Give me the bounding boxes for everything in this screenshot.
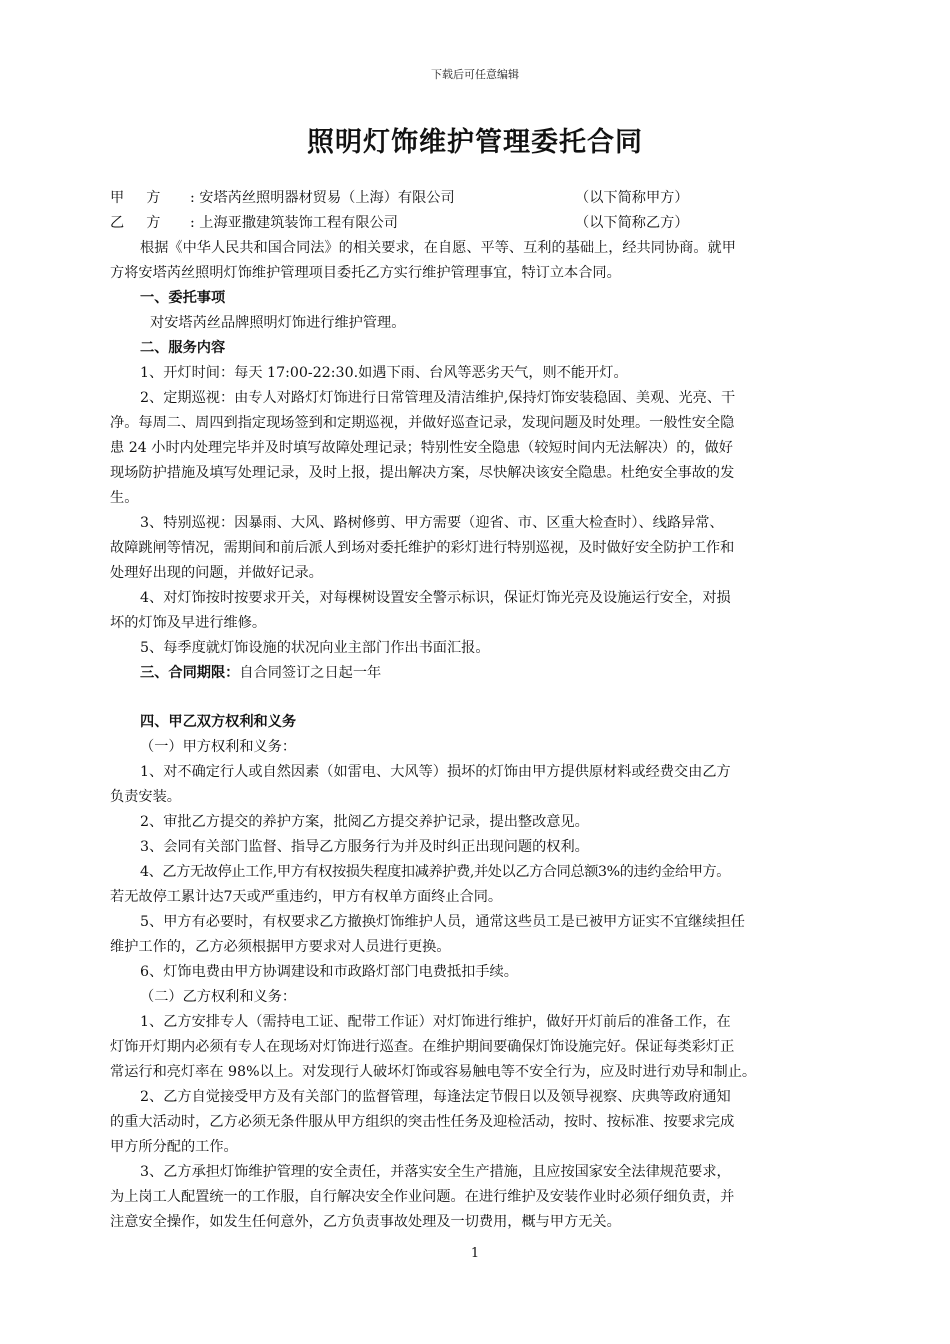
paragraph-line: 3、会同有关部门监督、指导乙方服务行为并及时纠正出现问题的权利。 (140, 839, 589, 855)
party-a-row (110, 186, 852, 211)
paragraph-line: 坏的灯饰及早进行维修。 (110, 615, 267, 631)
paragraph-line: 故障跳闸等情况，需期间和前后派人到场对委托维护的彩灯进行特别巡视，及时做好安全防护工作和 (110, 540, 735, 556)
intro-line: 根据《中华人民共和国合同法》的相关要求，在自愿、平等、互利的基础上，经共同协商。就甲 (140, 240, 736, 256)
party-a-short: （以下简称甲方） (575, 190, 689, 206)
party-b-short: （以下简称乙方） (575, 215, 689, 231)
party-b-row (110, 211, 852, 236)
paragraph-line: 负责安装。 (110, 789, 181, 805)
header-note: 下载后可任意编辑 (431, 68, 519, 81)
section-heading: 三、合同期限： (140, 665, 240, 681)
paragraph-line: 3、乙方承担灯饰维护管理的安全责任，并落实安全生产措施，且应按国家安全法律规范要求， (140, 1164, 731, 1180)
paragraph-line: 3、特别巡视：因暴雨、大风、路树修剪、甲方需要（迎省、市、区重大检查时）、线路异常、 (140, 515, 724, 531)
paragraph-line: 6、灯饰电费由甲方协调建设和市政路灯部门电费抵扣手续。 (140, 964, 518, 980)
subsection-heading: （一）甲方权利和义务： (140, 739, 297, 755)
paragraph-line: 2、审批乙方提交的养护方案，批阅乙方提交养护记录，提出整改意见。 (140, 814, 589, 830)
paragraph-line: 现场防护措施及填写处理记录，及时上报，提出解决方案，尽快解决该安全隐患。杜绝安全事故的发 (110, 465, 735, 481)
section-heading: 一、委托事项 (140, 290, 226, 306)
paragraph-line: 维护工作的，乙方必须根据甲方要求对人员进行更换。 (110, 939, 451, 955)
paragraph-line: 若无故停工累计达7天或严重违约，甲方有权单方面终止合同。 (110, 889, 503, 905)
paragraph-line: 灯饰开灯期内必须有专人在现场对灯饰进行巡查。在维护期间要确保灯饰设施完好。保证每类彩灯正 (110, 1039, 735, 1055)
paragraph-line: 1、乙方安排专人（需持电工证、配带工作证）对灯饰进行维护，做好开灯前后的准备工作，在 (140, 1014, 731, 1030)
contract-body (110, 186, 852, 1235)
paragraph-line: 生。 (110, 490, 139, 506)
paragraph-line: 对安塔芮丝品牌照明灯饰进行维护管理。 (150, 315, 406, 331)
section-heading: 二、服务内容 (140, 340, 226, 356)
intro-line: 方将安塔芮丝照明灯饰维护管理项目委托乙方实行维护管理事宜，特订立本合同。 (110, 265, 621, 281)
party-a-name: : 安塔芮丝照明器材贸易（上海）有限公司 (190, 190, 455, 206)
paragraph-line: 4、对灯饰按时按要求开关，对每棵树设置安全警示标识，保证灯饰光亮及设施运行安全，对损 (140, 590, 731, 606)
paragraph-line: 的重大活动时，乙方必须无条件服从甲方组织的突击性任务及迎检活动，按时、按标准、按要求完成 (110, 1114, 735, 1130)
spacer (110, 686, 852, 710)
document-title: 照明灯饰维护管理委托合同 (307, 127, 643, 158)
page-number: 1 (470, 1246, 480, 1261)
paragraph-line: 甲方所分配的工作。 (110, 1139, 238, 1155)
paragraph-line: 2、乙方自觉接受甲方及有关部门的监督管理，每逢法定节假日以及领导视察、庆典等政府通知 (140, 1089, 731, 1105)
paragraph-line: 4、乙方无故停止工作,甲方有权按损失程度扣减养护费,并处以乙方合同总额3%的违约金给甲方。 (140, 864, 731, 880)
party-b-name: : 上海亚撒建筑装饰工程有限公司 (190, 215, 398, 231)
paragraph-line: 注意安全操作，如发生任何意外，乙方负责事故处理及一切费用，概与甲方无关。 (110, 1214, 621, 1230)
paragraph-line: 为上岗工人配置统一的工作服，自行解决安全作业问题。在进行维护及安装作业时必须仔细负责，并 (110, 1189, 735, 1205)
party-a-label: 甲方 (110, 190, 183, 206)
paragraph-line: 5、每季度就灯饰设施的状况向业主部门作出书面汇报。 (140, 640, 490, 656)
term-row (110, 661, 852, 686)
paragraph-line: 2、定期巡视：由专人对路灯灯饰进行日常管理及清洁维护,保持灯饰安装稳固、美观、光亮、干 (140, 390, 736, 406)
section-heading: 四、甲乙双方权利和义务 (140, 714, 297, 730)
paragraph-line: 1、对不确定行人或自然因素（如雷电、大风等）损坏的灯饰由甲方提供原材料或经费交由乙方 (140, 764, 731, 780)
party-b-label: 乙方 (110, 215, 183, 231)
term-text: 自合同签订之日起一年 (239, 665, 382, 681)
paragraph-line: 常运行和亮灯率在 98%以上。对发现行人破坏灯饰或容易触电等不安全行为，应及时进行劝导和制止。 (110, 1064, 757, 1080)
paragraph-line: 净。每周二、周四到指定现场签到和定期巡视，并做好巡查记录，发现问题及时处理。一般性安全隐 (110, 415, 735, 431)
paragraph-line: 1、开灯时间：每天 17:00-22:30.如遇下雨、台风等恶劣天气，则不能开灯。 (140, 365, 628, 381)
paragraph-line: 处理好出现的问题，并做好记录。 (110, 565, 323, 581)
subsection-heading: （二）乙方权利和义务： (140, 989, 297, 1005)
paragraph-line: 5、甲方有必要时，有权要求乙方撤换灯饰维护人员，通常这些员工是已被甲方证实不宜继续担任 (140, 914, 745, 930)
paragraph-line: 患 24 小时内处理完毕并及时填写故障处理记录；特别性安全隐患（较短时间内无法解决）的，做好 (110, 440, 733, 456)
